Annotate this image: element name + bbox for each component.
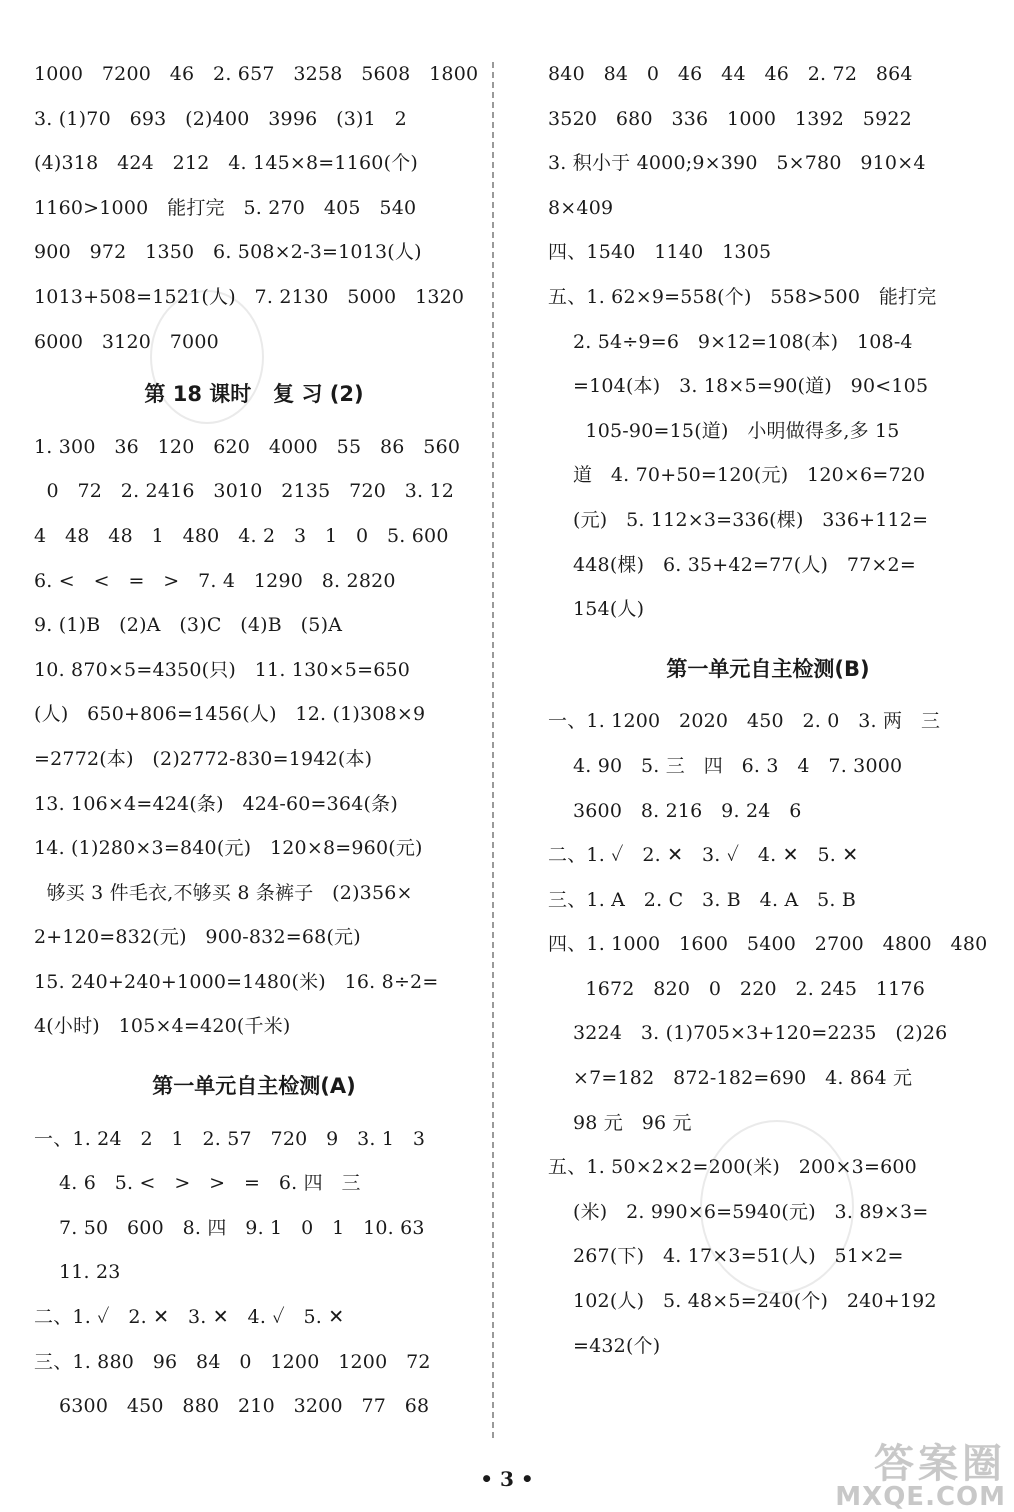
answer-line: 7. 50 600 8. 四 9. 1 0 1 10. 63 — [34, 1216, 425, 1239]
answer-line: 0 72 2. 2416 3010 2135 720 3. 12 — [34, 480, 455, 503]
section-heading: 第 18 课时 复 习 (2) — [144, 382, 364, 407]
answer-line: 6000 3120 7000 — [34, 330, 219, 353]
answer-line: 840 84 0 46 44 46 2. 72 864 — [548, 63, 913, 85]
right-column — [548, 52, 988, 1368]
answer-line: 1013+508=1521(人) 7. 2130 5000 1320 — [34, 285, 465, 308]
left-column — [34, 52, 479, 1429]
answer-line: 2. 54÷9=6 9×12=108(本) 108-4 — [548, 330, 913, 353]
answer-line: (米) 2. 990×6=5940(元) 3. 89×3= — [548, 1200, 929, 1223]
answer-block — [34, 425, 474, 1049]
answer-line: 3224 3. (1)705×3+120=2235 (2)26 — [548, 1022, 948, 1045]
answer-line: 一、1. 1200 2020 450 2. 0 3. 两 三 — [548, 710, 941, 733]
section-heading: 第一单元自主检测(A) — [152, 1074, 356, 1099]
answer-block — [34, 52, 479, 364]
answer-line: 6. < < = > 7. 4 1290 8. 2820 — [34, 569, 396, 592]
answer-line: 98 元 96 元 — [548, 1111, 692, 1134]
answer-line: 三、1. A 2. C 3. B 4. A 5. B — [548, 888, 857, 911]
answer-line: 二、1. ✓ 2. ✕ 3. ✕ 4. ✓ 5. ✕ — [34, 1306, 345, 1329]
answer-line: 13. 106×4=424(条) 424-60=364(条) — [34, 792, 398, 815]
answer-line: 102(人) 5. 48×5=240(个) 240+192 — [548, 1290, 937, 1313]
answer-line: 道 4. 70+50=120(元) 120×6=720 — [548, 464, 926, 487]
answer-line: 五、1. 50×2×2=200(米) 200×3=600 — [548, 1156, 917, 1179]
answer-line: =104(本) 3. 18×5=90(道) 90<105 — [548, 375, 929, 398]
answer-line: 1. 300 36 120 620 4000 55 86 560 — [34, 435, 461, 458]
answer-block — [34, 1117, 474, 1429]
section-heading: 第一单元自主检测(B) — [666, 656, 870, 681]
answer-line: 15. 240+240+1000=1480(米) 16. 8÷2= — [34, 970, 439, 993]
answer-line: 1000 7200 46 2. 657 3258 5608 1800 — [34, 63, 479, 85]
answer-line: 五、1. 62×9=558(个) 558>500 能打完 — [548, 285, 937, 308]
answer-line: ×7=182 872-182=690 4. 864 元 — [548, 1067, 913, 1090]
answer-line: 6300 450 880 210 3200 77 68 — [34, 1395, 430, 1418]
answer-line: (人) 650+806=1456(人) 12. (1)308×9 — [34, 703, 426, 726]
answer-line: 3520 680 336 1000 1392 5922 — [548, 107, 912, 130]
answer-line: 8×409 — [548, 196, 614, 219]
answer-line: 3. (1)70 693 (2)400 3996 (3)1 2 — [34, 107, 407, 130]
answer-line: 4. 6 5. < > > = 6. 四 三 — [34, 1172, 361, 1195]
answer-line: 3600 8. 216 9. 24 6 — [548, 799, 802, 822]
answer-line: =432(个) — [548, 1334, 661, 1357]
answer-line: 14. (1)280×3=840(元) 120×8=960(元) — [34, 837, 423, 860]
answer-line: 4. 90 5. 三 四 6. 3 4 7. 3000 — [548, 754, 903, 777]
answer-line: 4(小时) 105×4=420(千米) — [34, 1015, 291, 1038]
answer-line: 够买 3 件毛衣,不够买 8 条裤子 (2)356× — [34, 881, 413, 904]
answer-line: 一、1. 24 2 1 2. 57 720 9 3. 1 3 — [34, 1127, 426, 1150]
answer-line: 4 48 48 1 480 4. 2 3 1 0 5. 600 — [34, 524, 449, 547]
answer-line: 四、1540 1140 1305 — [548, 241, 772, 264]
answer-line: 900 972 1350 6. 508×2-3=1013(人) — [34, 241, 422, 264]
answer-line: 2+120=832(元) 900-832=68(元) — [34, 926, 361, 949]
answer-line: 三、1. 880 96 84 0 1200 1200 72 — [34, 1350, 431, 1373]
answer-block — [548, 52, 988, 632]
answer-line: 10. 870×5=4350(只) 11. 130×5=650 — [34, 658, 411, 681]
answer-line: 448(棵) 6. 35+42=77(人) 77×2= — [548, 553, 916, 576]
site-watermark — [835, 1441, 1006, 1512]
page-number: • 3 • — [480, 1467, 534, 1491]
answer-line: 3. 积小于 4000;9×390 5×780 910×4 — [548, 152, 926, 175]
column-divider — [492, 62, 494, 1438]
answer-line: 二、1. ✓ 2. ✕ 3. ✓ 4. ✕ 5. ✕ — [548, 844, 859, 867]
answer-line: 267(下) 4. 17×3=51(人) 51×2= — [548, 1245, 904, 1268]
answer-line: 1672 820 0 220 2. 245 1176 — [548, 977, 925, 1000]
answer-block — [548, 699, 988, 1368]
answer-line: 四、1. 1000 1600 5400 2700 4800 480 — [548, 933, 988, 956]
answer-line: 154(人) — [548, 598, 645, 621]
answer-line: 1160>1000 能打完 5. 270 405 540 — [34, 196, 417, 219]
watermark-url: MXQE.COM — [835, 1482, 1006, 1512]
answer-line: =2772(本) (2)2772-830=1942(本) — [34, 747, 373, 770]
watermark-logo-text: 答案圈 — [874, 1441, 1006, 1487]
answer-line: 9. (1)B (2)A (3)C (4)B (5)A — [34, 614, 343, 637]
answer-line: (4)318 424 212 4. 145×8=1160(个) — [34, 152, 419, 175]
answer-line: (元) 5. 112×3=336(棵) 336+112= — [548, 508, 929, 531]
answer-line: 11. 23 — [34, 1261, 121, 1284]
answer-line: 105-90=15(道) 小明做得多,多 15 — [548, 419, 900, 442]
